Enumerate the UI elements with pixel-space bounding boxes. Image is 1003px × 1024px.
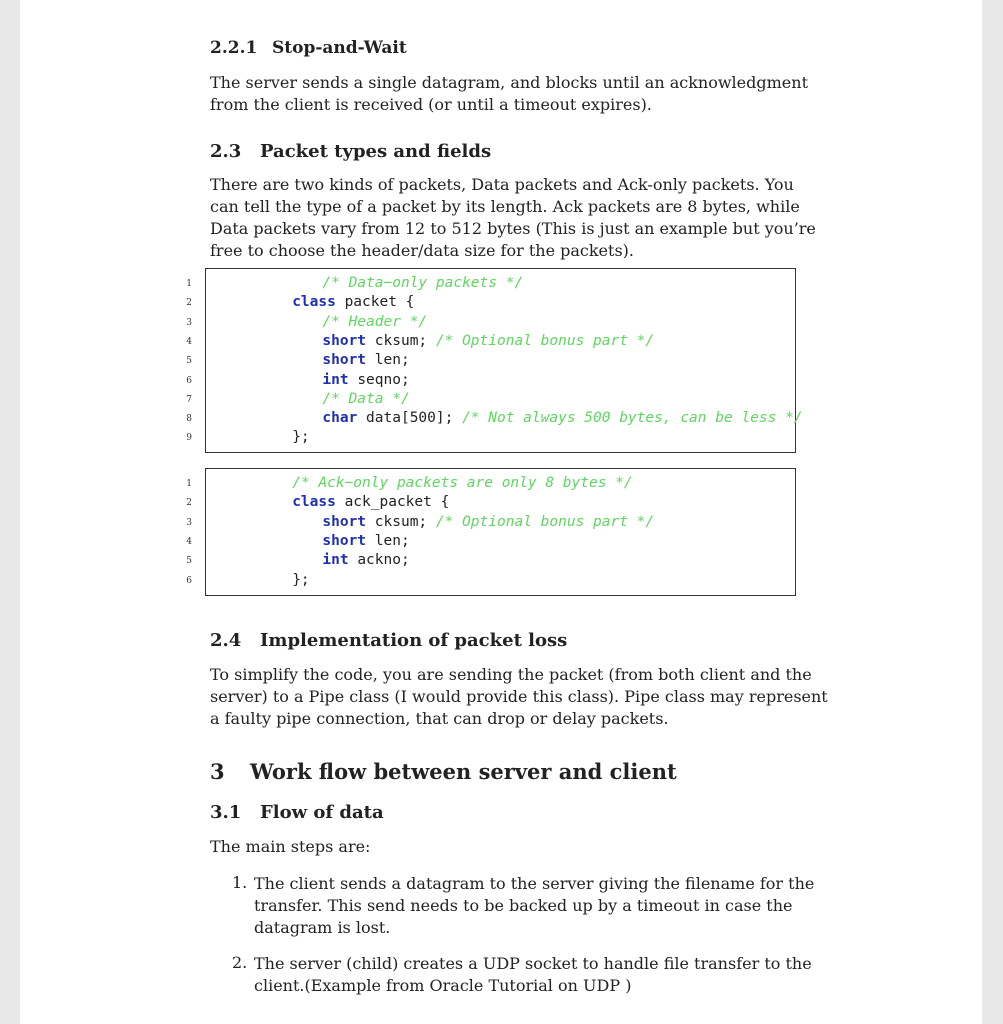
code-line (322, 390, 409, 409)
code-text: ack_packet { (335, 494, 450, 511)
code-line (292, 474, 632, 493)
text-line: transfer. This send needs to be backed up by a timeout in case the (254, 896, 793, 915)
code-comment: /* Ack−only packets are only 8 bytes */ (292, 475, 633, 491)
code-keyword: short (322, 513, 367, 530)
code-keyword: short (322, 332, 367, 349)
text-line: datagram is lost. (254, 918, 391, 937)
text-line: The client sends a datagram to the server giving the filename for the (254, 874, 815, 893)
list-item-number: 1. (232, 873, 248, 892)
code-text: seqno; (348, 371, 410, 388)
code-comment: /* Not always 500 bytes, can be less */ (462, 410, 803, 427)
code-line (322, 371, 409, 390)
heading-2-2-1 (210, 38, 407, 58)
code-comment: /* Data */ (322, 390, 410, 407)
section-number: 2.4 (210, 630, 242, 651)
text-line: Data packets vary from 12 to 512 bytes (This is just an example but you’re (210, 219, 816, 238)
code-text: len; (366, 532, 410, 549)
code-keyword: class (292, 294, 336, 311)
code-text: data[500]; (357, 410, 463, 427)
section-title: Work flow between server and client (250, 759, 677, 784)
code-keyword: char (322, 410, 358, 427)
heading-3 (210, 759, 677, 784)
section-title: Stop-and-Wait (272, 38, 407, 58)
section-number: 2.3 (210, 141, 242, 162)
code-line (322, 332, 654, 351)
code-text: cksum; (366, 513, 436, 530)
code-comment: /* Data−only packets */ (322, 275, 524, 291)
code-keyword: int (322, 552, 349, 569)
code-keyword: short (322, 352, 367, 369)
code-line (322, 532, 409, 551)
paragraph-packet-types (210, 174, 816, 262)
line-number: 9 (186, 433, 192, 444)
text-line: To simplify the code, you are sending the packet (from both client and the (210, 665, 812, 684)
section-title: Flow of data (260, 802, 384, 823)
list-item-number: 2. (232, 953, 248, 972)
line-number: 5 (186, 356, 192, 367)
paragraph-stop-and-wait (210, 72, 808, 116)
text-line: from the client is received (or until a timeout expires). (210, 95, 652, 114)
line-number: 2 (186, 498, 192, 509)
text-line: client.(Example from Oracle Tutorial on UDP ) (254, 976, 632, 995)
line-number: 1 (186, 279, 192, 289)
line-number: 4 (186, 336, 192, 347)
code-text: packet { (335, 294, 415, 311)
paragraph-packet-loss (210, 664, 828, 730)
text-line: There are two kinds of packets, Data packets and Ack-only packets. You (210, 175, 794, 194)
line-number: 1 (186, 479, 192, 489)
section-title: Implementation of packet loss (260, 630, 568, 651)
heading-3-1 (210, 802, 384, 823)
code-text: }; (292, 429, 310, 446)
line-number: 3 (186, 517, 192, 528)
section-number: 3 (210, 759, 225, 784)
heading-2-4 (210, 630, 567, 651)
text-line: free to choose the header/data size for the packets). (210, 241, 634, 260)
text-line: can tell the type of a packet by its length. Ack packets are 8 bytes, while (210, 197, 800, 216)
list-item (254, 873, 815, 939)
text-line: server) to a Pipe class (I would provide this class). Pipe class may represent (210, 687, 828, 706)
code-line (292, 428, 309, 447)
line-number: 3 (186, 317, 192, 328)
code-text: cksum; (366, 332, 436, 349)
line-number: 5 (186, 556, 192, 567)
code-comment: /* Optional bonus part */ (435, 332, 655, 349)
code-line (322, 274, 523, 293)
code-keyword: class (292, 494, 336, 511)
text-line: The server (child) creates a UDP socket to handle file transfer to the (254, 954, 812, 973)
line-number: 8 (186, 414, 192, 425)
section-number: 3.1 (210, 802, 242, 823)
code-line (322, 351, 409, 370)
text-line: a faulty pipe connection, that can drop or delay packets. (210, 709, 669, 728)
line-number: 7 (186, 394, 192, 405)
list-item (254, 953, 812, 997)
line-number: 6 (186, 375, 192, 386)
code-comment: /* Optional bonus part */ (435, 513, 655, 530)
code-line (322, 313, 427, 332)
line-number: 2 (186, 298, 192, 309)
paragraph-main-steps (210, 836, 794, 858)
line-number: 4 (186, 536, 192, 547)
code-line (322, 551, 409, 570)
code-keyword: int (322, 371, 349, 388)
code-line (322, 409, 802, 428)
heading-2-3 (210, 141, 491, 162)
code-keyword: short (322, 532, 367, 549)
line-number: 6 (186, 575, 192, 586)
code-text: len; (366, 352, 410, 369)
code-line (292, 571, 309, 590)
text-line: The main steps are: (210, 837, 371, 856)
document-page (20, 0, 982, 1024)
code-line (292, 293, 414, 312)
text-line: The server sends a single datagram, and blocks until an acknowledgment (210, 73, 808, 92)
code-comment: /* Header */ (322, 313, 428, 330)
section-title: Packet types and fields (260, 141, 492, 162)
code-line (322, 513, 654, 532)
section-number: 2.2.1 (210, 38, 258, 58)
code-text: }; (292, 571, 310, 588)
code-line (292, 493, 449, 512)
code-text: ackno; (348, 552, 410, 569)
